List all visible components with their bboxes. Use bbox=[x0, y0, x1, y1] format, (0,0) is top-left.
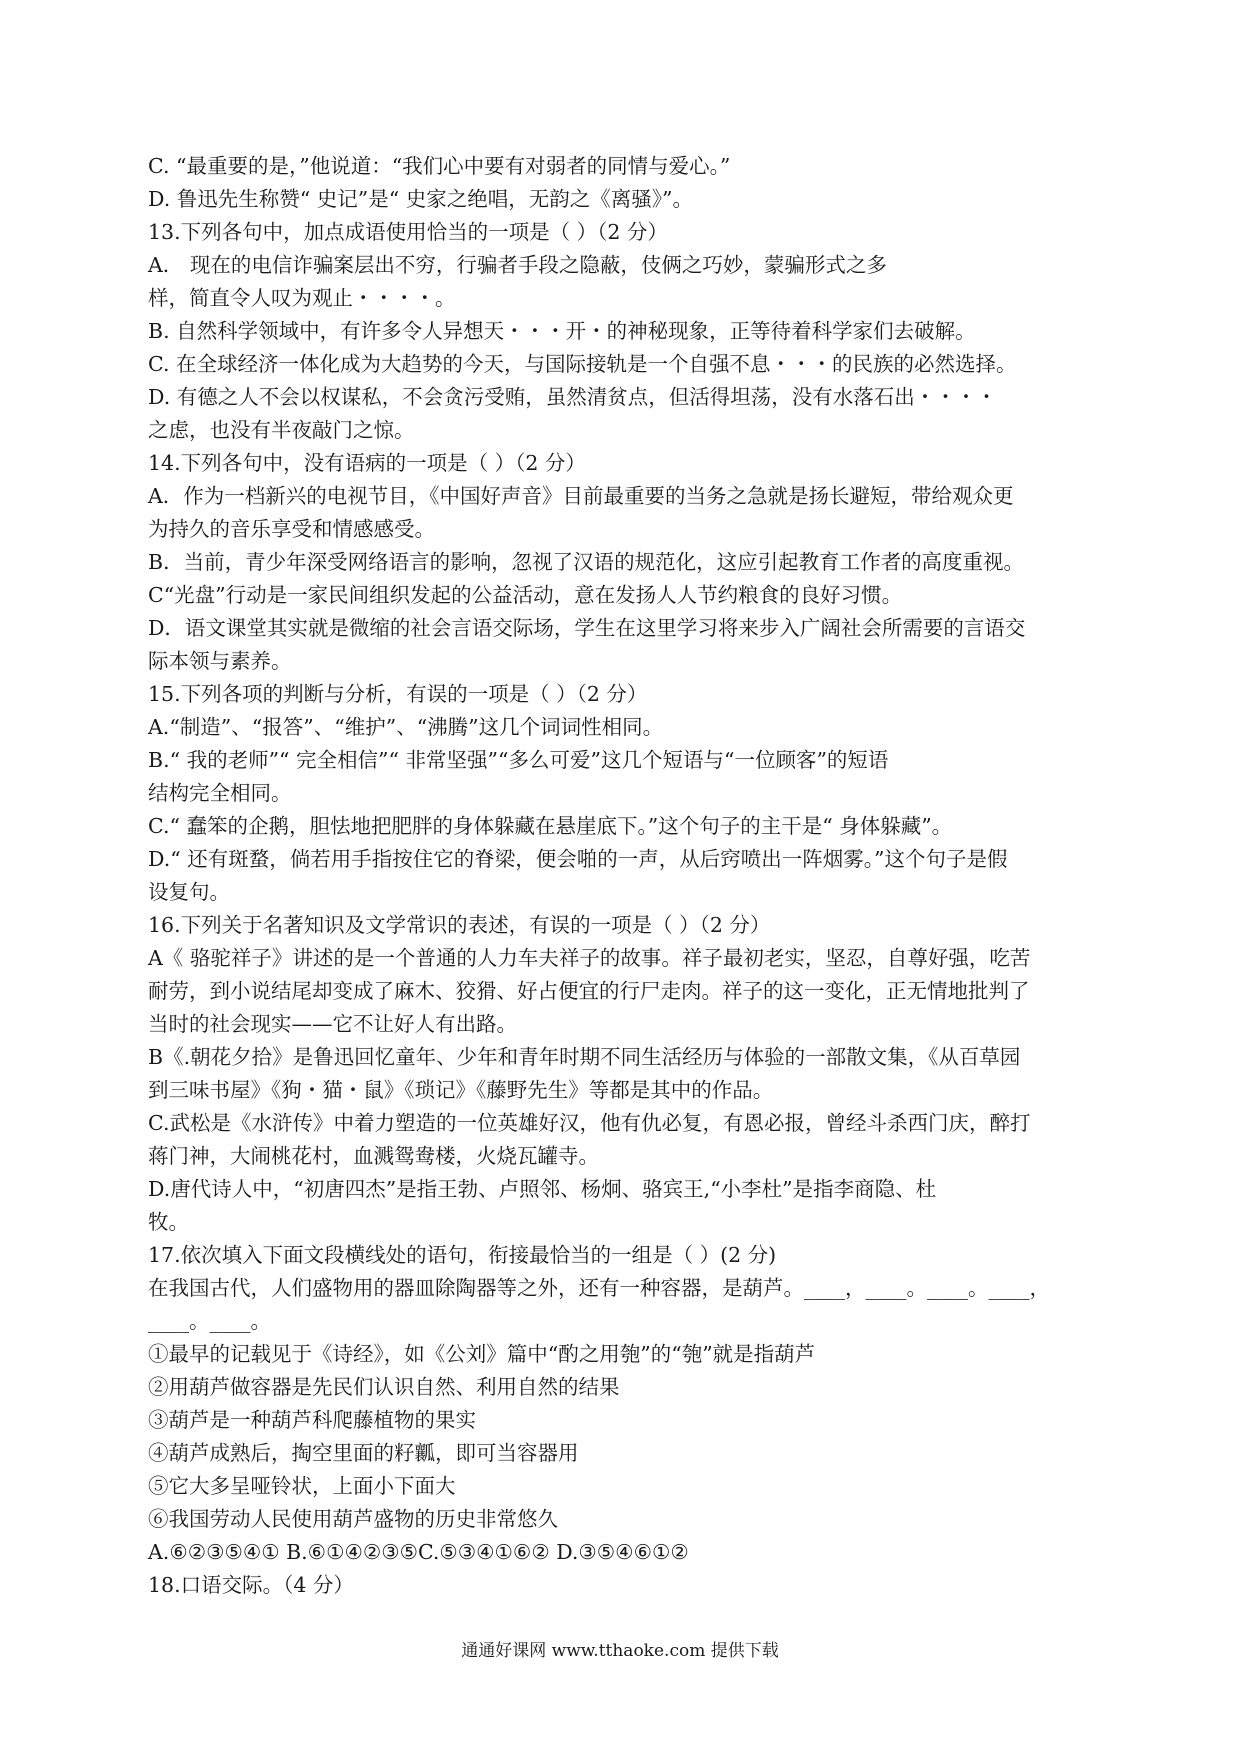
page-footer: 通通好课网 www.tthaoke.com 提供下载 bbox=[461, 1641, 779, 1661]
text-line: ⑤它大多呈哑铃状，上面小下面大 bbox=[148, 1474, 456, 1498]
text-line: C.武松是《水浒传》中着力塑造的一位英雄好汉，他有仇必复，有恩必报，曾经斗杀西门庆，醉打 bbox=[148, 1111, 1031, 1135]
text-line: 结构完全相同。 bbox=[148, 781, 292, 805]
text-line: B.“ 我的老师”“ 完全相信”“ 非常坚强”“多么可爱”这几个短语与“一位顾客”的短语 bbox=[148, 748, 889, 772]
text-line: C.“ 蠢笨的企鹅，胆怯地把肥胖的身体躲藏在悬崖底下。”这个句子的主干是“ 身体躲藏”。 bbox=[148, 814, 953, 838]
text-line: C“光盘”行动是一家民间组织发起的公益活动，意在发扬人人节约粮食的良好习惯。 bbox=[148, 583, 903, 607]
text-line: ④葫芦成熟后，掏空里面的籽瓤，即可当容器用 bbox=[148, 1441, 579, 1465]
text-line: 耐劳，到小说结尾却变成了麻木、狡猾、好占便宜的行尸走肉。祥子的这一变化，正无情地批判了 bbox=[148, 979, 1030, 1003]
text-line: D. 有德之人不会以权谋私，不会贪污受贿，虽然清贫点，但活得坦荡，没有水落石出・・・・ bbox=[148, 385, 997, 409]
text-line: B．当前，青少年深受网络语言的影响，忽视了汉语的规范化，这应引起教育工作者的高度重视。 bbox=[148, 550, 1025, 574]
text-line: D.唐代诗人中，“初唐四杰”是指王勃、卢照邻、杨炯、骆宾王,“小李杜”是指李商隐、杜 bbox=[148, 1177, 937, 1201]
text-line: A《 骆驼祥子》讲述的是一个普通的人力车夫祥子的故事。祥子最初老实，坚忍，自尊好强，吃苦 bbox=[148, 946, 1031, 970]
question-18-heading: 18.口语交际。（4 分） bbox=[148, 1573, 354, 1597]
text-line: 为持久的音乐享受和情感感受。 bbox=[148, 517, 435, 541]
text-line: B《.朝花夕拾》是鲁迅回忆童年、少年和青年时期不同生活经历与体验的一部散文集，《从百草园 bbox=[148, 1045, 1021, 1069]
text-line: D．语文课堂其实就是微缩的社会言语交际场，学生在这里学习将来步入广阔社会所需要的言语交 bbox=[148, 616, 1026, 640]
text-line: C. “最重要的是，”他说道：“我们心中要有对弱者的同情与爱心。” bbox=[148, 154, 731, 178]
text-line: A．作为一档新兴的电视节目，《中国好声音》目前最重要的当务之急就是扬长避短，带给观众更 bbox=[148, 484, 1014, 508]
question-15-heading: 15.下列各项的判断与分析，有误的一项是（ ）（2 分） bbox=[148, 682, 648, 706]
question-17-heading: 17.依次填入下面文段横线处的语句，衔接最恰当的一组是（ ）(2 分) bbox=[148, 1243, 777, 1267]
text-line: ____。____。 bbox=[148, 1309, 271, 1333]
text-line: A.“制造”、“报答”、“维护”、“沸腾”这几个词词性相同。 bbox=[148, 715, 664, 739]
text-line: ①最早的记载见于《诗经》，如《公刘》篇中“酌之用匏”的“匏”就是指葫芦 bbox=[148, 1342, 816, 1366]
text-line: 蒋门神，大闹桃花村，血溅鸳鸯楼，火烧瓦罐寺。 bbox=[148, 1144, 599, 1168]
text-line: ⑥我国劳动人民使用葫芦盛物的历史非常悠久 bbox=[148, 1507, 558, 1531]
answer-options-line: A.⑥②③⑤④① B.⑥①④②③⑤C.⑤③④①⑥② D.③⑤④⑥①② bbox=[148, 1540, 689, 1564]
question-16-heading: 16.下列关于名著知识及文学常识的表述，有误的一项是（ ）（2 分） bbox=[148, 913, 771, 937]
text-line: ②用葫芦做容器是先民们认识自然、利用自然的结果 bbox=[148, 1375, 620, 1399]
text-line: 到三味书屋》《狗・猫・鼠》《琐记》《藤野先生》等都是其中的作品。 bbox=[148, 1078, 774, 1102]
text-line: 样，简直令人叹为观止・・・・。 bbox=[148, 286, 456, 310]
question-14-heading: 14.下列各句中，没有语病的一项是（ ）（2 分） bbox=[148, 451, 586, 475]
text-line: C. 在全球经济一体化成为大趋势的今天，与国际接轨是一个自强不息・・・的民族的必然选择。 bbox=[148, 352, 1017, 376]
text-line: 当时的社会现实——它不让好人有出路。 bbox=[148, 1012, 517, 1036]
text-line: 际本领与素养。 bbox=[148, 649, 292, 673]
question-13-heading: 13.下列各句中，加点成语使用恰当的一项是（ ）（2 分） bbox=[148, 220, 668, 244]
text-line: A． 现在的电信诈骗案层出不穷，行骗者手段之隐蔽，伎俩之巧妙，蒙骗形式之多 bbox=[148, 253, 887, 277]
text-line: ③葫芦是一种葫芦科爬藤植物的果实 bbox=[148, 1408, 476, 1432]
text-line: D.“ 还有斑蝥，倘若用手指按住它的脊梁，便会啪的一声，从后窍喷出一阵烟雾。”这个句子是假 bbox=[148, 847, 1008, 871]
text-line: D. 鲁迅先生称赞“ 史记”是“ 史家之绝唱，无韵之《离骚》”。 bbox=[148, 187, 693, 211]
text-line: 之虑，也没有半夜敲门之惊。 bbox=[148, 418, 415, 442]
text-line: 在我国古代，人们盛物用的器皿除陶器等之外，还有一种容器，是葫芦。____，____。____。____， bbox=[148, 1276, 1050, 1300]
text-line: 牧。 bbox=[148, 1210, 189, 1234]
document-body bbox=[148, 150, 1108, 1602]
text-line: 设复句。 bbox=[148, 880, 230, 904]
text-line: B. 自然科学领域中，有许多令人异想天・・・开・的神秘现象，正等待着科学家们去破解。 bbox=[148, 319, 976, 343]
